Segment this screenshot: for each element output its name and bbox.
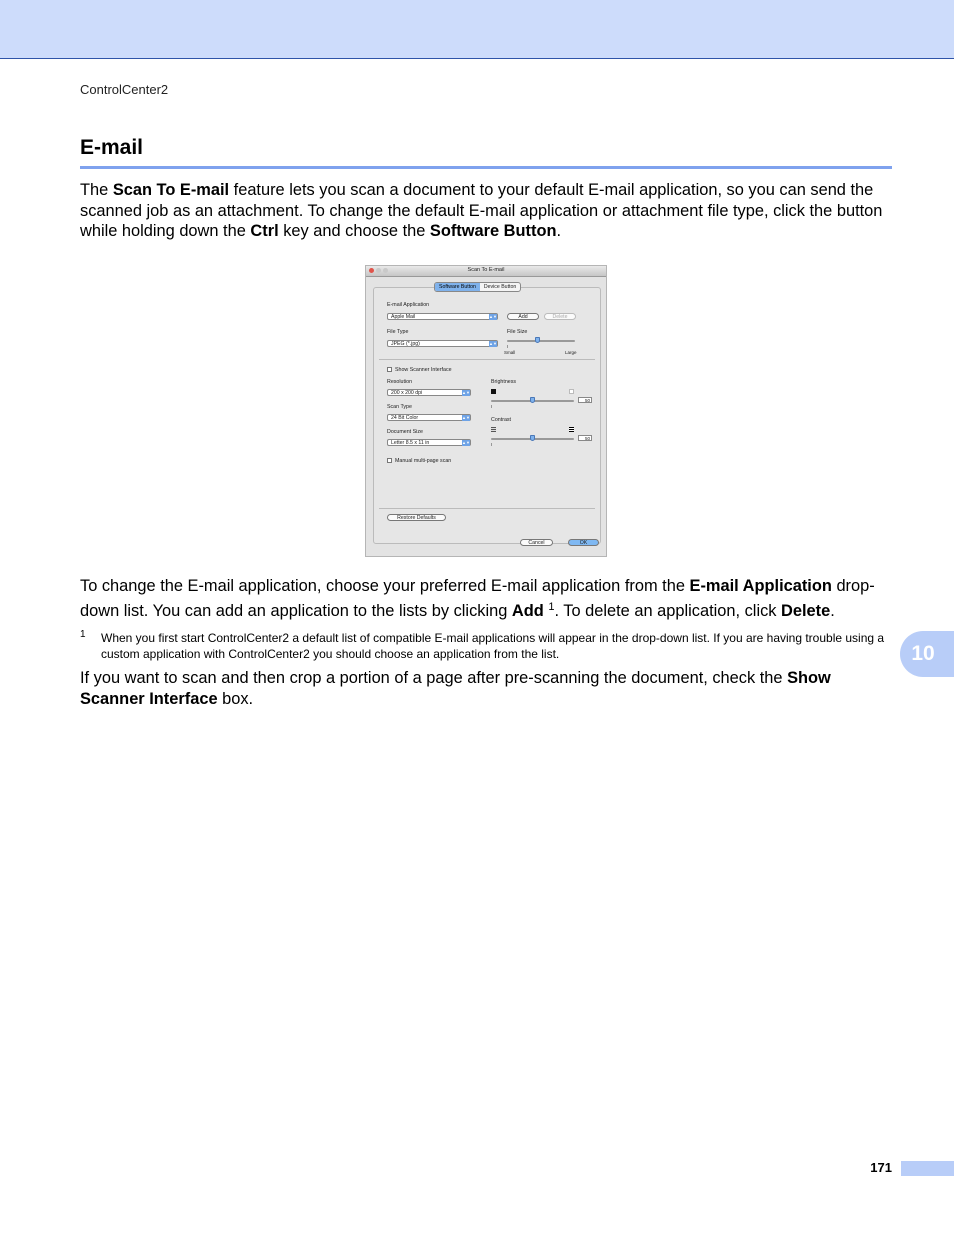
add-button[interactable]: Add: [507, 313, 539, 320]
restore-defaults-button[interactable]: Restore Defaults: [387, 514, 446, 521]
tab-device-button[interactable]: Device Button: [483, 284, 517, 290]
document-size-label: Document Size: [387, 429, 423, 435]
chevron-down-icon: ▲▼: [489, 341, 497, 346]
footnote-ref: 1: [548, 601, 555, 613]
tab-software-button[interactable]: Software Button: [435, 283, 480, 291]
scan-type-value: 24 Bit Color: [391, 415, 419, 421]
contrast-slider-thumb[interactable]: [530, 435, 535, 441]
file-size-large-label: Large: [565, 350, 577, 355]
document-size-select[interactable]: [387, 439, 471, 446]
header-band: [0, 0, 954, 59]
running-head: ControlCenter2: [80, 82, 169, 97]
file-size-slider-thumb[interactable]: [535, 337, 540, 343]
brightness-slider-thumb[interactable]: [530, 397, 535, 403]
cancel-button[interactable]: Cancel: [520, 539, 553, 546]
brightness-label: Brightness: [491, 379, 517, 385]
paragraph-change-app: To change the E-mail application, choose your preferred E-mail application from the E-mail Application drop-down list. You can add an application to the lists by clicking Add $^1$. To delete an application, click Delete.: [80, 577, 875, 620]
zoom-icon[interactable]: [383, 268, 388, 273]
contrast-label: Contrast: [491, 417, 512, 423]
contrast-ticks: [491, 443, 575, 445]
resolution-select[interactable]: [387, 389, 471, 396]
delete-button[interactable]: Delete: [544, 313, 576, 320]
email-app-value: Apple Mail: [391, 314, 416, 320]
resolution-label: Resolution: [387, 379, 413, 385]
intro-paragraph: The Scan To E-mail feature lets you scan a document to your default E-mail application, so you can send the scanned job as an attachment. To change the default E-mail application or attachment file type, click the button while holding down the Ctrl key and choose the Software Button.: [80, 181, 883, 240]
dialog-titlebar: [366, 266, 606, 277]
show-scanner-interface-checkbox[interactable]: [387, 367, 392, 372]
dialog-title: Scan To E-mail: [467, 267, 505, 273]
minimize-icon[interactable]: [376, 268, 381, 273]
file-size-ticks: [507, 345, 576, 347]
document-size-value: Letter 8.5 x 11 in: [391, 440, 430, 446]
divider: [379, 508, 595, 509]
settings-panel: [373, 287, 601, 544]
contrast-value[interactable]: 50: [578, 435, 592, 441]
chevron-down-icon: ▲▼: [462, 415, 470, 420]
brightness-value[interactable]: 50: [578, 397, 592, 403]
file-size-small-label: Small: [504, 350, 516, 355]
heading-rule: [80, 166, 892, 169]
email-app-label: E-mail Application: [387, 302, 430, 308]
divider: [379, 359, 595, 360]
tab-bar: [434, 282, 521, 292]
email-app-select[interactable]: [387, 313, 498, 320]
brightness-ticks: [491, 405, 575, 407]
page-number: 171: [870, 1160, 892, 1175]
scan-type-label: Scan Type: [387, 404, 412, 410]
manual-multipage-checkbox[interactable]: [387, 458, 392, 463]
footnote-text: When you first start ControlCenter2 a default list of compatible E-mail applications will appear in the drop-down list. If you are having trouble using a custom application with ControlCenter2 you should choose an application from the list.: [101, 631, 885, 661]
chevron-down-icon: ▲▼: [462, 390, 470, 395]
chevron-down-icon: ▲▼: [462, 440, 470, 445]
ok-button[interactable]: OK: [568, 539, 599, 546]
page-number-bar: [901, 1161, 954, 1176]
footnote-number: 1: [80, 629, 86, 640]
manual-multipage-label: Manual multi-page scan: [395, 458, 452, 464]
file-type-label: File Type: [387, 329, 409, 335]
close-icon[interactable]: [369, 268, 374, 273]
scan-type-select[interactable]: [387, 414, 471, 421]
high-contrast-icon: [569, 427, 574, 432]
show-scanner-interface-label: Show Scanner Interface: [395, 367, 452, 373]
dark-square-icon: [491, 389, 496, 394]
chapter-tab: [900, 631, 954, 677]
light-square-icon: [569, 389, 574, 394]
chevron-down-icon: ▲▼: [489, 314, 497, 319]
file-size-label: File Size: [507, 329, 528, 335]
paragraph-crop: If you want to scan and then crop a portion of a page after pre-scanning the document, check the Show Scanner Interface box.: [80, 669, 831, 708]
file-type-select[interactable]: [387, 340, 498, 347]
file-size-slider[interactable]: [507, 340, 575, 342]
file-type-value: JPEG (*.jpg): [391, 341, 420, 347]
chapter-number: 10: [911, 642, 935, 665]
scan-to-email-dialog: [365, 265, 607, 557]
section-title: E-mail: [80, 136, 144, 159]
low-contrast-icon: [491, 427, 496, 432]
resolution-value: 200 x 200 dpi: [391, 390, 423, 396]
